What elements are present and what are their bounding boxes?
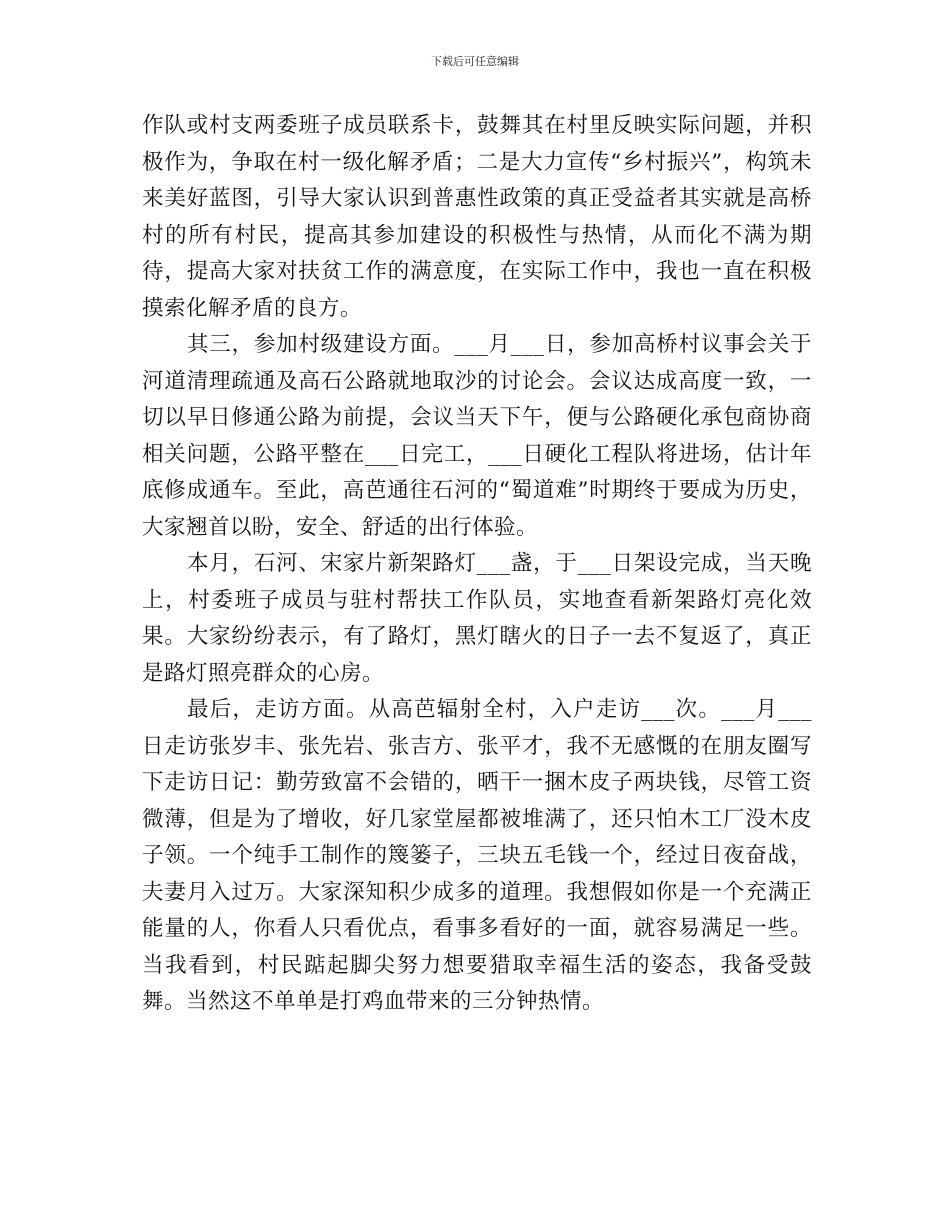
- page-header-note: 下载后可任意编辑: [431, 55, 519, 68]
- document-body: [142, 108, 812, 1021]
- paragraph-3: 本月，石河、宋家片新架路灯___盏，于___日架设完成，当天晚上，村委班子成员与驻村帮扶工作队员，实地查看新架路灯亮化效果。大家纷纷表示，有了路灯，黑灯瞎火的日子一去不复返了，真正是路灯照亮群众的心房。: [142, 551, 812, 686]
- paragraph-1: 作队或村支两委班子成员联系卡，鼓舞其在村里反映实际问题，并积极作为，争取在村一级化解矛盾；二是大力宣传“乡村振兴”，构筑未来美好蓝图，引导大家认识到普惠性政策的真正受益者其实就是高桥村的所有村民，提高其参加建设的积极性与热情，从而化不满为期待，提高大家对扶贫工作的满意度，在实际工作中，我也一直在积极摸索化解矛盾的良方。: [142, 113, 812, 321]
- paragraph-4: 最后，走访方面。从高芭辐射全村，入户走访___次。___月___日走访张岁丰、张先岩、张吉方、张平才，我不无感慨的在朋友圈写下走访日记：勤劳致富不会错的，晒干一捆木皮子两块钱，尽管工资微薄，但是为了增收，好几家堂屋都被堆满了，还只怕木工厂没木皮子领。一个纯手工制作的篾篓子，三块五毛钱一个，经过日夜奋战，夫妻月入过万。大家深知积少成多的道理。我想假如你是一个充满正能量的人，你看人只看优点，看事多看好的一面，就容易满足一些。当我看到，村民踮起脚尖努力想要猎取幸福生活的姿态，我备受鼓舞。当然这不单单是打鸡血带来的三分钟热情。: [142, 697, 812, 1014]
- paragraph-2: 其三，参加村级建设方面。___月___日，参加高桥村议事会关于河道清理疏通及高石公路就地取沙的讨论会。会议达成高度一致，一切以早日修通公路为前提，会议当天下午，便与公路硬化承包商协商相关问题，公路平整在___日完工，___日硬化工程队将进场，估计年底修成通车。至此，高芭通往石河的“蜀道难”时期终于要成为历史，大家翘首以盼，安全、舒适的出行体验。: [142, 332, 812, 540]
